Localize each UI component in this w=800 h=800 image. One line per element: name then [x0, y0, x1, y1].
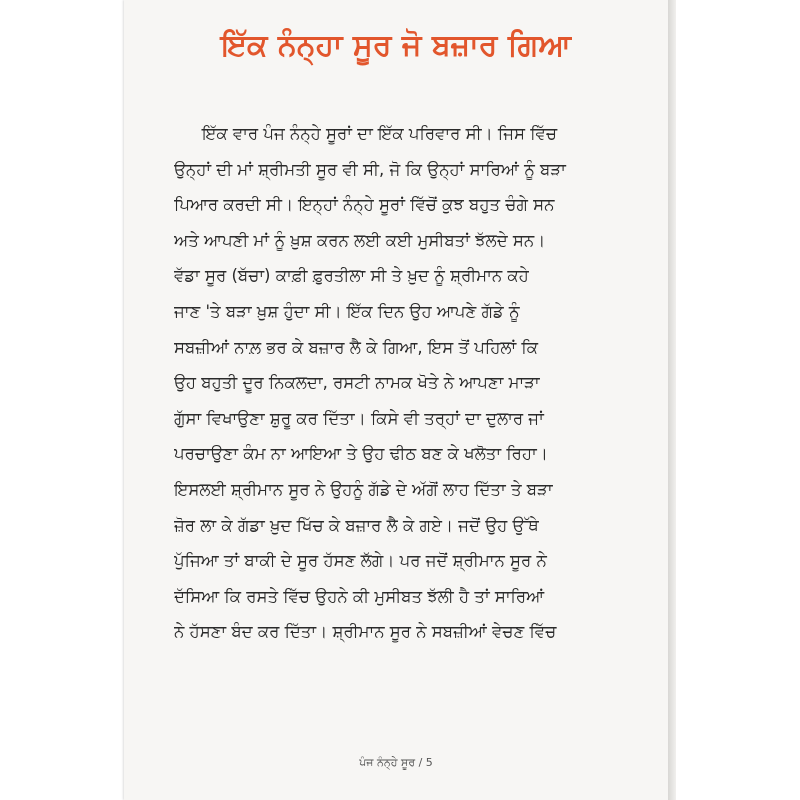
text-line: ਇਸਲਈ ਸ਼੍ਰੀਮਾਨ ਸੂਰ ਨੇ ਉਹਨੂੰ ਗੱਡੇ ਦੇ ਅੱਗੋਂ ਲਾਹ ਦਿੱਤਾ ਤੇ ਬੜਾ	[174, 479, 553, 499]
text-line: ਵੱਡਾ ਸੂਰ (ਬੱਚਾ) ਕਾਫ਼ੀ ਫ਼ੁਰਤੀਲਾ ਸੀ ਤੇ ਖ਼ੁਦ ਨੂੰ ਸ਼੍ਰੀਮਾਨ ਕਹੇ	[174, 266, 529, 286]
page-title: ਇੱਕ ਨੰਨ੍ਹਾ ਸੂਰ ਜੋ ਬਜ਼ਾਰ ਗਿਆ	[220, 28, 572, 63]
text-line: ਦੱਸਿਆ ਕਿ ਰਸਤੇ ਵਿੱਚ ਉਹਨੇ ਕੀ ਮੁਸੀਬਤ ਝੱਲੀ ਹੈ ਤਾਂ ਸਾਰਿਆਂ	[174, 586, 545, 606]
page-footer: ਪੰਜ ਨੰਨ੍ਹੇ ਸੂਰ / 5	[359, 756, 433, 769]
body-text	[174, 116, 650, 650]
text-line: ਪਰਚਾਉਣਾ ਕੰਮ ਨਾ ਆਇਆ ਤੇ ਉਹ ਢੀਠ ਬਣ ਕੇ ਖਲੋਤਾ ਰਿਹਾ।	[174, 444, 548, 464]
text-line: ਨੇ ਹੱਸਣਾ ਬੰਦ ਕਰ ਦਿੱਤਾ। ਸ਼੍ਰੀਮਾਨ ਸੂਰ ਨੇ ਸਬਜ਼ੀਆਂ ਵੇਚਣ ਵਿੱਚ	[174, 622, 557, 642]
text-line: ਪਿਆਰ ਕਰਦੀ ਸੀ। ਇਨ੍ਹਾਂ ਨੰਨ੍ਹੇ ਸੂਰਾਂ ਵਿੱਚੋਂ ਕੁਝ ਬਹੁਤ ਚੰਗੇ ਸਨ	[174, 195, 555, 215]
text-line: ਅਤੇ ਆਪਣੀ ਮਾਂ ਨੂੰ ਖ਼ੁਸ਼ ਕਰਨ ਲਈ ਕਈ ਮੁਸੀਬਤਾਂ ਝੱਲਦੇ ਸਨ।	[174, 230, 546, 250]
text-line: ਪੁੱਜਿਆ ਤਾਂ ਬਾਕੀ ਦੇ ਸੂਰ ਹੱਸਣ ਲੱਗੇ। ਪਰ ਜਦੋਂ ਸ਼੍ਰੀਮਾਨ ਸੂਰ ਨੇ	[174, 551, 547, 571]
text-line: ਗੁੱਸਾ ਵਿਖਾਉਣਾ ਸ਼ੁਰੂ ਕਰ ਦਿੱਤਾ। ਕਿਸੇ ਵੀ ਤਰ੍ਹਾਂ ਦਾ ਦੁਲਾਰ ਜਾਂ	[174, 408, 544, 428]
text-line: ਉਹ ਬਹੁਤੀ ਦੂਰ ਨਿਕਲਦਾ, ਰਸਟੀ ਨਾਮਕ ਖੋਤੇ ਨੇ ਆਪਣਾ ਮਾੜਾ	[174, 373, 540, 393]
text-line: ਜ਼ੋਰ ਲਾ ਕੇ ਗੱਡਾ ਖ਼ੁਦ ਖਿੱਚ ਕੇ ਬਜ਼ਾਰ ਲੈ ਕੇ ਗਏ। ਜਦੋਂ ਉਹ ਉੱਥੇ	[174, 515, 539, 535]
text-line: ਜਾਣ 'ਤੇ ਬੜਾ ਖ਼ੁਸ਼ ਹੁੰਦਾ ਸੀ। ਇੱਕ ਦਿਨ ਉਹ ਆਪਣੇ ਗੱਡੇ ਨੂੰ	[174, 301, 520, 321]
text-line: ਸਬਜ਼ੀਆਂ ਨਾਲ਼ ਭਰ ਕੇ ਬਜ਼ਾਰ ਲੈ ਕੇ ਗਿਆ, ਇਸ ਤੋਂ ਪਹਿਲਾਂ ਕਿ	[174, 337, 538, 357]
text-line: ਇੱਕ ਵਾਰ ਪੰਜ ਨੰਨ੍ਹੇ ਸੂਰਾਂ ਦਾ ਇੱਕ ਪਰਿਵਾਰ ਸੀ। ਜਿਸ ਵਿੱਚ	[202, 124, 557, 143]
book-page	[124, 0, 668, 800]
text-line: ਉਨ੍ਹਾਂ ਦੀ ਮਾਂ ਸ਼੍ਰੀਮਤੀ ਸੂਰ ਵੀ ਸੀ, ਜੋ ਕਿ ਉਨ੍ਹਾਂ ਸਾਰਿਆਂ ਨੂੰ ਬੜਾ	[174, 159, 566, 179]
